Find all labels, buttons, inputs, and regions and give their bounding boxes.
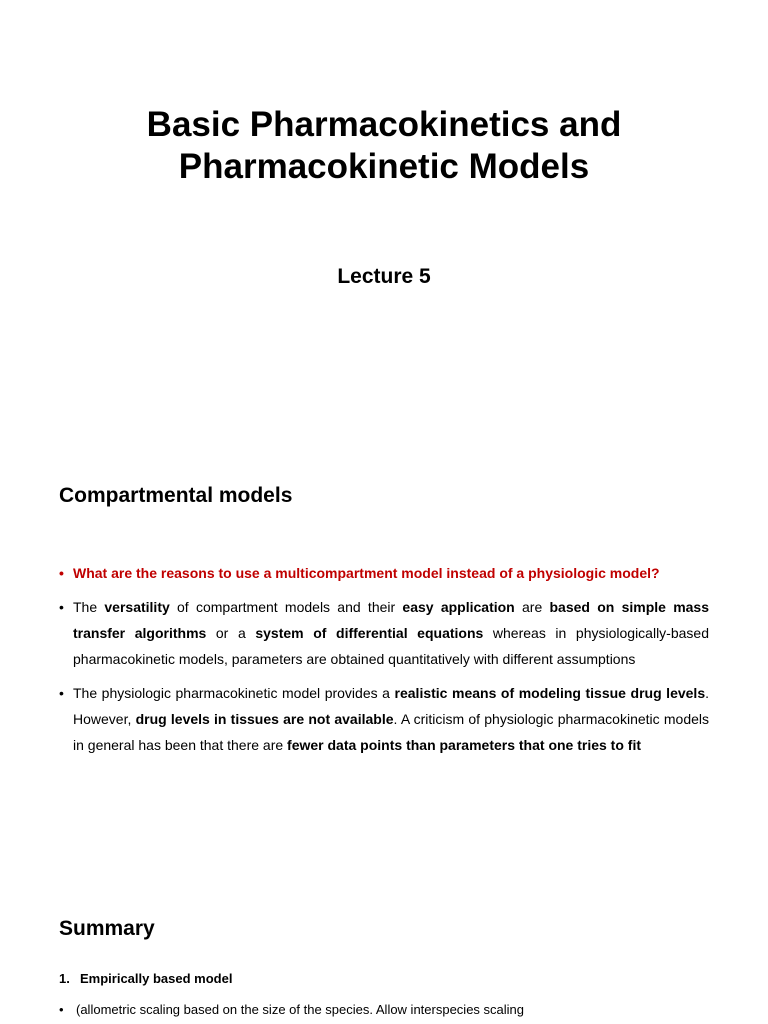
item-number: 1.	[59, 971, 70, 986]
lecture-subtitle: Lecture 5	[337, 265, 431, 288]
main-title	[0, 104, 768, 188]
bold-run: drug levels in tissues are not available	[135, 711, 394, 727]
text-run: . However,	[73, 685, 709, 727]
slide-title	[0, 0, 768, 430]
text-run: are	[514, 599, 550, 615]
numbered-item	[59, 971, 232, 986]
slide-compartmental-models	[0, 430, 768, 860]
text-run: The physiologic pharmacokinetic model provides a	[73, 685, 395, 701]
bullet-list	[59, 560, 709, 766]
slide-heading: Compartmental models	[59, 484, 293, 507]
summary-bullet	[59, 1002, 524, 1017]
text-run: whereas in physiologically-based pharmacokinetic models, parameters are obtained quantitatively with different assumptions	[73, 625, 709, 667]
bullet-versatility	[59, 594, 709, 672]
bullet-icon: •	[59, 599, 64, 615]
question-text: What are the reasons to use a multicompartment model instead of a physiologic model?	[73, 565, 660, 581]
bullet-icon: •	[59, 685, 64, 701]
item-label: Empirically based model	[80, 971, 233, 986]
bullet-physiologic-model	[59, 680, 709, 758]
bold-run: realistic means of modeling tissue drug levels	[394, 685, 706, 701]
bold-run: system of differential equations	[255, 625, 484, 641]
bold-run: fewer data points than parameters that one tries to fit	[287, 737, 641, 753]
slide-heading: Summary	[59, 917, 155, 940]
text-run: of compartment models and their	[169, 599, 403, 615]
summary-bullet-text: (allometric scaling based on the size of the species. Allow interspecies scaling	[76, 1002, 525, 1017]
question-bullet	[59, 560, 709, 586]
text-run: or a	[206, 625, 256, 641]
main-title-line-1: Basic Pharmacokinetics and	[146, 105, 622, 144]
slide-summary	[0, 860, 768, 1024]
bullet-icon: •	[59, 1002, 64, 1017]
bold-run: based on simple mass transfer algorithms	[73, 599, 710, 641]
text-run: The	[73, 599, 105, 615]
bold-run: easy application	[402, 599, 515, 615]
main-title-line-2: Pharmacokinetic Models	[178, 147, 590, 186]
bullet-icon: •	[59, 565, 64, 581]
bold-run: versatility	[104, 599, 170, 615]
text-run: . A criticism of physiologic pharmacokinetic models in general has been that there are	[73, 711, 709, 753]
